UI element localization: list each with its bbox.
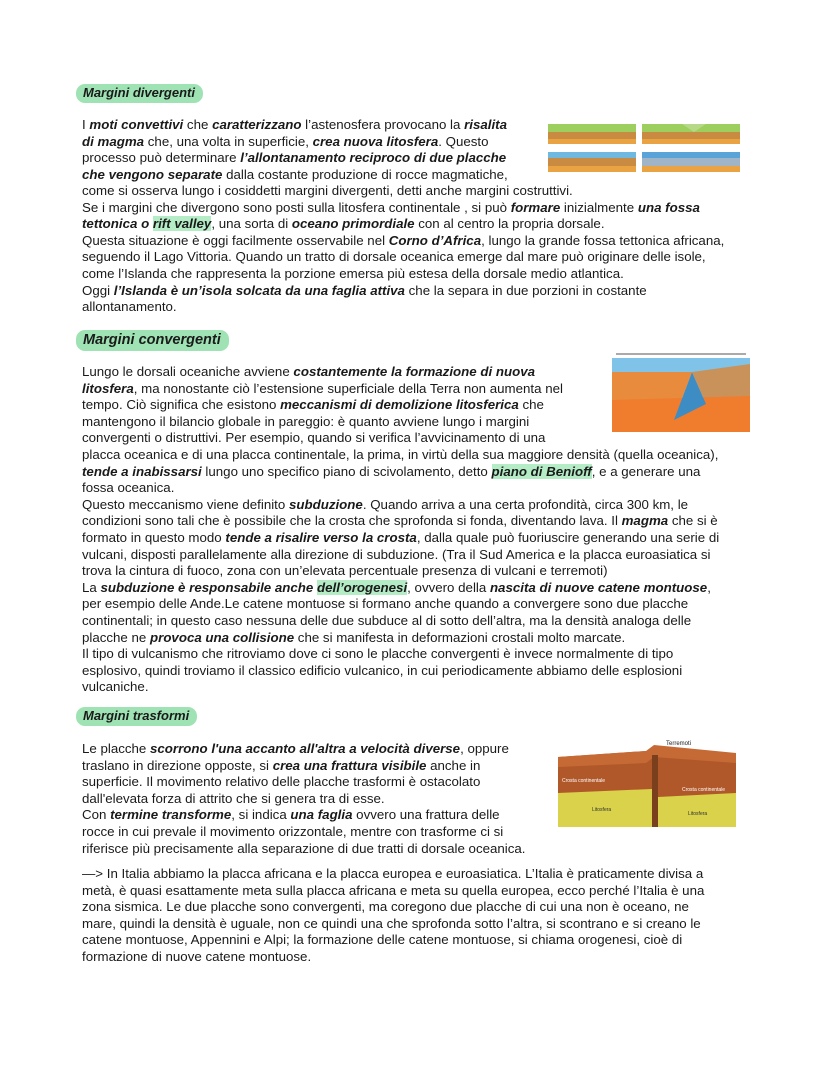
text-line: [82, 117, 508, 134]
paragraph-trasformi-body: [82, 866, 782, 966]
text-line: [82, 299, 782, 316]
label-crosta-right: Crosta continentale: [682, 787, 726, 793]
text-line: [82, 841, 525, 858]
text-line: [82, 949, 782, 966]
text-run: Le placche: [82, 741, 151, 756]
text-run: formare: [510, 199, 561, 215]
paragraph-divergenti-intro: [82, 117, 508, 183]
text-line: [82, 824, 525, 841]
text-run: dalla costante produzione di rocce magmatiche,: [222, 166, 508, 182]
text-line: [82, 663, 782, 680]
heading-margini-divergenti: Margini divergenti: [76, 84, 203, 103]
text-run: che la separa in due porzioni in costante: [404, 282, 647, 298]
text-line: [82, 758, 525, 775]
text-run: —> In Italia abbiamo la placca africana e la placca europea e euroasiatica. L’Italia è praticamente divisa a: [82, 866, 704, 881]
text-run: tende a risalire verso la crosta: [225, 529, 417, 545]
text-line: [82, 916, 782, 933]
text-run: Il tipo di vulcanismo che ritroviamo dove ci sono le placche convergenti è invece normalmente di tipo: [82, 646, 674, 662]
text-run: I: [82, 117, 90, 132]
text-run: , una sorta di: [211, 216, 292, 232]
text-run: l’Islanda è un’isola solcata da una faglia attiva: [113, 282, 405, 298]
text-run: vulcani, disposti parallelamente alla direzione di subduzione. (Tra il Sud America e la placca euroasiatica si: [82, 546, 711, 562]
text-line: [82, 679, 782, 696]
text-run: formazione di nuove catene montuose.: [82, 948, 312, 964]
text-line: [82, 283, 782, 300]
text-line: [82, 364, 563, 381]
text-line: [82, 563, 782, 580]
label-crosta-left: Crosta continentale: [562, 778, 606, 784]
text-run: allontanamento.: [82, 299, 177, 315]
text-line: [82, 497, 782, 514]
transform-fault-figure: [558, 735, 736, 827]
text-line: [82, 774, 525, 791]
text-line: [82, 167, 508, 184]
text-run: come si osserva lungo i cosiddetti margini divergenti, detti anche margini costruttivi.: [82, 183, 573, 198]
text-run: piano di Benioff: [491, 463, 592, 479]
text-run: . Questo: [438, 133, 489, 149]
text-run: risalita: [464, 117, 507, 132]
text-line: [82, 397, 563, 414]
text-run: provoca una collisione: [150, 629, 295, 645]
text-run: formato in questo modo: [82, 529, 226, 545]
text-run: l’allontanamento reciproco di due placche: [240, 150, 507, 166]
text-run: anche in: [426, 757, 481, 773]
text-line: [82, 791, 525, 808]
label-litosfera-left: Litosfera: [592, 807, 612, 813]
text-line: [82, 216, 782, 233]
text-run: Oggi: [82, 282, 114, 298]
label-terremoti: Terremoti: [666, 741, 692, 747]
text-run: che, una volta in superficie,: [144, 133, 313, 149]
text-run: catene montuose, Appennini e Alpi; la formazione delle catene montuose, si chiama orogenesi, cioè di: [82, 932, 683, 948]
text-run: per esempio delle Ande.Le catene montuose si formano anche quando a convergere sono due placche: [82, 596, 689, 612]
text-run: , ovvero della: [407, 579, 490, 595]
text-run: , lungo la grande fossa tettonica africana,: [481, 232, 725, 248]
text-run: nascita di nuove catene montuose: [489, 579, 708, 595]
text-run: rift valley: [152, 216, 212, 232]
text-run: una faglia: [290, 807, 353, 823]
text-run: mare, quindi la densità è uguale, non ce quindi una che sprofonda sotto l’altra, si scontrano e si creano le: [82, 915, 701, 931]
text-run: placche ne: [82, 629, 151, 645]
text-line: [82, 480, 782, 497]
text-run: , dalla quale può fuoriuscire generando una serie di: [416, 529, 720, 545]
paragraph-convergenti-body: [82, 447, 782, 696]
text-run: ,: [707, 579, 711, 595]
text-run: una fossa: [637, 199, 700, 215]
text-run: inizialmente: [560, 199, 638, 215]
text-line: [82, 266, 782, 283]
text-run: tempo. Ciò significa che esistono: [82, 397, 281, 413]
text-line: [82, 613, 782, 630]
text-line: [82, 547, 782, 564]
text-run: meccanismi di demolizione litosferica: [280, 397, 519, 413]
text-run: l’astenosfera provocano la: [301, 117, 465, 132]
text-line: [82, 741, 525, 758]
text-line: [82, 233, 782, 250]
text-line: [82, 414, 563, 431]
text-run: ovvero una frattura delle: [352, 807, 500, 823]
label-litosfera-right: Litosfera: [688, 811, 708, 817]
text-line: [82, 807, 525, 824]
text-line: [82, 646, 782, 663]
text-run: che si manifesta in deformazioni crostali molto marcate.: [294, 629, 626, 645]
text-run: dell’orogenesi: [317, 579, 408, 595]
text-run: caratterizzano: [212, 117, 302, 132]
text-line: [82, 249, 782, 266]
convergent-margin-figure: [612, 350, 750, 432]
text-run: che si è: [668, 513, 718, 529]
text-line: [82, 464, 782, 481]
text-run: trova la cintura di fuoco, zona con un’elevata percentuale presenza di vulcani e terremoti): [82, 563, 608, 579]
text-run: con al centro la propria dorsale.: [414, 216, 605, 232]
text-line: [82, 430, 563, 447]
text-run: crea nuova litosfera: [312, 133, 439, 149]
text-run: , ma nonostante ciò l’estensione superficiale della Terra non aumenta nel: [133, 380, 563, 396]
text-run: magma: [621, 513, 669, 529]
paragraph-trasformi-intro: [82, 741, 525, 857]
text-run: riferisce più precisamente alla separazione di due tratti di dorsale oceanica.: [82, 840, 526, 856]
text-run: esplosivo, quindi troviamo il classico edificio vulcanico, in cui periodicamente abbiamo delle esplosioni: [82, 662, 683, 678]
text-run: termine transforme: [110, 807, 232, 823]
text-line: [82, 183, 782, 200]
text-run: costantemente la formazione di nuova: [293, 364, 536, 379]
text-run: , oppure: [460, 741, 509, 756]
text-line: [82, 883, 782, 900]
text-run: subduzione: [288, 496, 363, 512]
text-run: Con: [82, 807, 111, 823]
text-run: litosfera: [82, 380, 134, 396]
text-run: di magma: [82, 133, 145, 149]
text-run: rocce in cui prevale il movimento orizzontale, mentre con trasforme ci si: [82, 823, 504, 839]
text-run: superficie. Il movimento relativo delle placche trasformi è ostacolato: [82, 774, 481, 790]
text-run: processo può determinare: [82, 150, 241, 166]
text-run: tende a inabissarsi: [82, 463, 202, 479]
text-line: [82, 513, 782, 530]
text-run: Lungo le dorsali oceaniche avviene: [82, 364, 294, 379]
text-run: che: [518, 397, 544, 413]
text-line: [82, 580, 782, 597]
text-line: [82, 899, 782, 916]
text-line: [82, 596, 782, 613]
text-run: mantengono il bilancio globale in pareggio: è quanto avviene lungo i margini: [82, 413, 530, 429]
text-run: Questa situazione è oggi facilmente osservabile nel: [82, 232, 389, 248]
text-run: Questo meccanismo viene definito: [82, 496, 289, 512]
text-run: fossa oceanica.: [82, 480, 175, 496]
text-run: placca oceanica e di una placca continentale, la prima, in virtù della sua maggiore densità (quella oceanica),: [82, 447, 719, 462]
text-line: [82, 866, 782, 883]
text-line: [82, 530, 782, 547]
text-run: , e a generare una: [591, 463, 701, 479]
heading-margini-convergenti: Margini convergenti: [76, 330, 229, 351]
text-line: [82, 932, 782, 949]
text-run: , si indica: [231, 807, 291, 823]
text-run: oceano primordiale: [291, 216, 415, 232]
text-run: crea una frattura visibile: [272, 757, 427, 773]
text-run: convergenti o distruttivi. Per esempio, quando si verifica l’avvicinamento di una: [82, 430, 546, 446]
text-run: che: [183, 117, 213, 132]
text-run: lungo uno specifico piano di scivolamento, detto: [201, 463, 492, 479]
text-run: zona sismica. Le due placche sono convergenti, ma coregono due placche di cui una non è oceano, ne: [82, 899, 689, 915]
text-run: dall'elevata forza di attrito che si genera tra di esse.: [82, 790, 385, 806]
text-run: La: [82, 579, 101, 595]
text-run: tettonica o: [82, 216, 153, 232]
paragraph-divergenti-body: [82, 183, 782, 316]
heading-margini-trasformi: Margini trasformi: [76, 707, 197, 726]
text-run: Se i margini che divergono sono posti sulla litosfera continentale , si può: [82, 199, 511, 215]
divergent-margin-figure: [546, 114, 742, 178]
text-line: [82, 134, 508, 151]
text-line: [82, 447, 782, 464]
paragraph-convergenti-intro: [82, 364, 563, 447]
text-line: [82, 630, 782, 647]
text-line: [82, 381, 563, 398]
text-run: traslano in direzione opposte, si: [82, 757, 273, 773]
text-run: seguendo il Lago Vittoria. Quando un tratto di dorsale oceanica emerge dal mare può originare delle isole,: [82, 249, 706, 265]
text-run: condizioni sono tali che è possibile che la crosta che sprofonda si fonda, diventando lava. Il: [82, 513, 622, 529]
text-run: metà, è quasi esattamente meta sulla placca africana e meta su quella europea, ecco perché l’Italia è una: [82, 882, 705, 898]
text-run: che vengono separate: [82, 166, 223, 182]
text-line: [82, 150, 508, 167]
text-run: vulcaniche.: [82, 679, 149, 695]
text-run: continentali; in questo caso nessuna delle due subduce al di sotto dell’altra, ma la densità analoga delle: [82, 612, 692, 628]
text-run: scorrono l'una accanto all'altra a velocità diverse: [150, 741, 461, 756]
text-run: come l’Islanda che rappresenta la porzione emersa più estesa della dorsale medio atlantica.: [82, 265, 624, 281]
text-run: subduzione è responsabile anche: [100, 579, 317, 595]
text-run: Corno d’Africa: [388, 232, 482, 248]
text-run: . Quando arriva a una certa profondità, circa 300 km, le: [362, 496, 689, 512]
text-line: [82, 200, 782, 217]
text-run: moti convettivi: [89, 117, 184, 132]
